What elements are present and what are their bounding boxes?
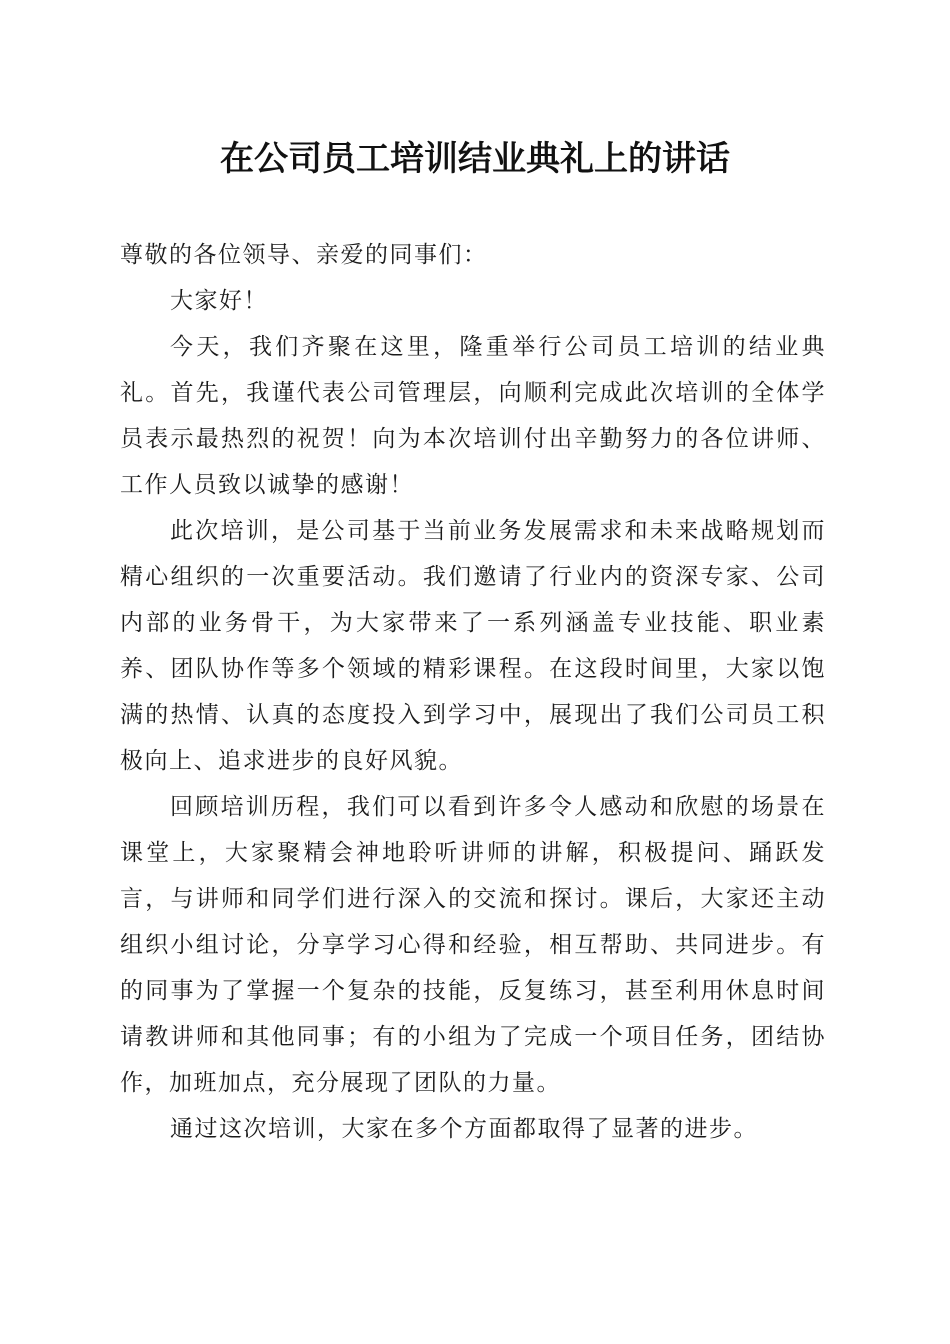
greeting: 大家好！ [170,288,268,314]
paragraph: 通过这次培训，大家在多个方面都取得了显著的进步。 [170,1116,758,1142]
salutation: 尊敬的各位领导、亲爱的同事们： [120,242,488,268]
paragraph: 今天，我们齐聚在这里，隆重举行公司员工培训的结业典礼。首先，我谨代表公司管理层，向顺利完成此次培训的全体学员表示最热烈的祝贺！向为本次培训付出辛勤努力的各位讲师、工作人员致以诚挚的感谢！ [120,334,826,498]
page-title: 在公司员工培训结业典礼上的讲话 [220,139,730,179]
paragraph: 回顾培训历程，我们可以看到许多令人感动和欣慰的场景在课堂上，大家聚精会神地聆听讲师的讲解，积极提问、踊跃发言，与讲师和同学们进行深入的交流和探讨。课后，大家还主动组织小组讨论，分享学习心得和经验，相互帮助、共同进步。有的同事为了掌握一个复杂的技能，反复练习，甚至利用休息时间请教讲师和其他同事；有的小组为了完成一个项目任务，团结协作，加班加点，充分展现了团队的力量。 [120,794,826,1096]
paragraph: 此次培训，是公司基于当前业务发展需求和未来战略规划而精心组织的一次重要活动。我们邀请了行业内的资深专家、公司内部的业务骨干，为大家带来了一系列涵盖专业技能、职业素养、团队协作等多个领域的精彩课程。在这段时间里，大家以饱满的热情、认真的态度投入到学习中，展现出了我们公司员工积极向上、追求进步的良好风貌。 [120,518,826,774]
document-body [120,232,826,1152]
